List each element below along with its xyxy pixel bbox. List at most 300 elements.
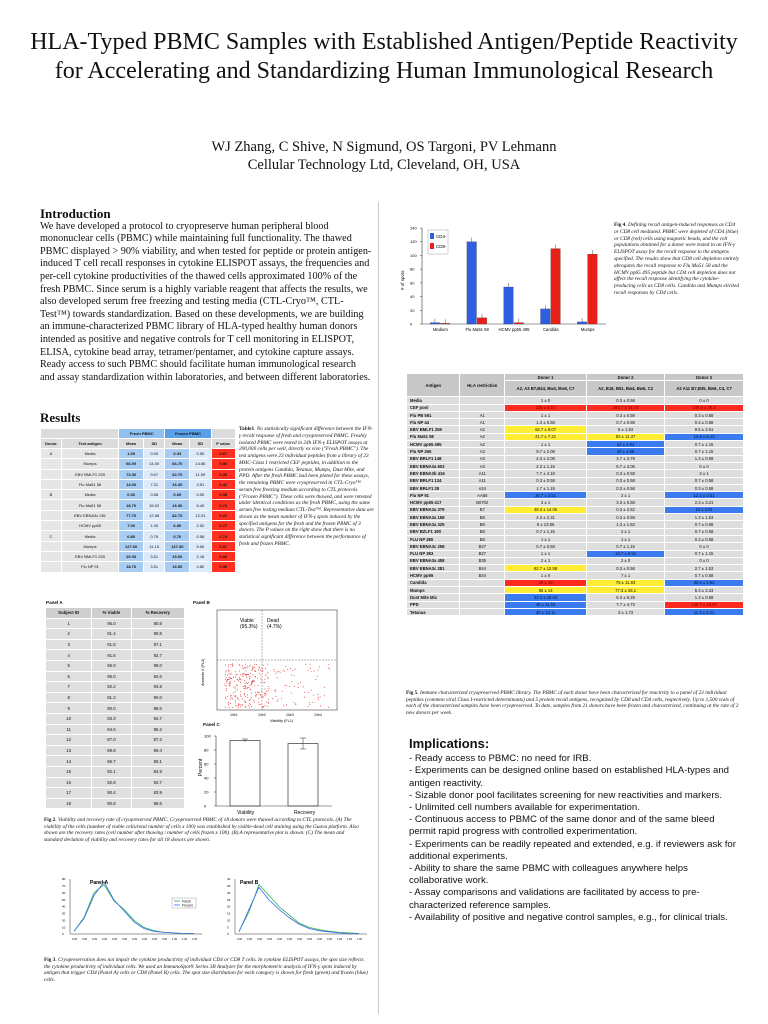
t1-header: Mean [165,439,190,449]
t5-cell: Media [407,397,460,404]
t1-cell: 0.77 [211,521,235,531]
flow-event [291,693,292,694]
implication-item: - Availability of positive and negative control samples, e.g., for clinical trials. [409,911,728,923]
t5-cell: 0.7 ± 1.15 [587,543,665,550]
t5-cell: 3 ± 1 [665,470,744,477]
flow-event [254,664,255,665]
t5-cell: EBV EBNA3b 416 [407,470,460,477]
panel-a-cell: 87.2 [131,735,184,746]
flow-event [246,675,247,676]
t1-cell: 15.00 [165,551,190,561]
panel-a-cell: 98.0 [131,660,184,671]
t5-cell: 1.7 ± 1.15 [505,484,587,491]
fig3-xtick: 0.00 [102,938,108,941]
flow-event [249,703,250,704]
flow-event [309,702,310,703]
flow-event [237,679,238,680]
flow-event [235,702,236,703]
flow-event [260,704,261,705]
t5-cell: EBV EBNA3c 281 [407,565,460,572]
flow-event [268,690,269,691]
t5-cell: 2.7 ± 1.53 [665,565,744,572]
t1-cell: 0.56 [211,459,235,469]
flow-event [260,694,261,695]
table-row [46,756,185,767]
t1-cell: 0.06 [211,551,235,561]
t1-cell: 16.30 [165,500,190,510]
t1-cell: 0.21 [211,510,235,520]
flow-event [317,694,318,695]
table-row [46,629,185,640]
t5-cell: B8 [460,528,505,535]
flow-event [261,682,262,683]
flow-event [252,666,253,667]
t5-cell: A2 [460,441,505,448]
fig4-category: HCMV pp65 495 [498,327,530,332]
fig3-ytick: 5 [227,925,229,930]
t5-cell: B35 [460,557,505,564]
flow-event [324,687,325,688]
flow-tick-1: 10e1 [230,713,238,717]
panel-c-tick-label: 40 [204,775,209,781]
flow-event [257,692,258,693]
flow-event [234,696,235,697]
flow-event [267,677,268,678]
table-row [407,462,744,469]
affiliation: Cellular Technology Ltd, Cleveland, OH, USA [247,157,521,173]
t5-cell: EBV BZLF1 190 [407,528,460,535]
panel-a-cell: 12 [46,735,92,746]
t5-cell: 9 ± 13.86 [505,521,587,528]
flow-event [250,704,251,705]
fig3-xtick: 1.00 [182,938,188,941]
t1-cell: 4.80 [190,562,211,572]
t1-cell: 20.30 [119,551,144,561]
panel-a-cell: 10 [46,713,92,724]
flow-event [318,669,319,670]
table-row [46,618,185,629]
t1-cell: 127.30 [165,541,190,551]
panel-a-cell: 91.4 [92,629,131,640]
panel-a-cell: 90.0 [131,692,184,703]
t5-cell: 0.7 ± 1.15 [665,550,744,557]
t5-cell: B7 [460,506,505,513]
implication-item: - Sizable donor pool facilitates screening for new reactivities and markers. [409,789,723,801]
t1-cell: 18.70 [119,562,144,572]
flow-event [308,706,309,707]
implication-item: - Unlimited cell numbers available for experimentation. [409,802,640,814]
table-row [46,798,185,809]
t5-cell: 0.3 ± 0.58 [587,565,665,572]
table-row [41,500,236,510]
panel-a-cell: 91.5 [92,639,131,650]
flow-event [233,677,234,678]
flow-event [308,692,309,693]
cat-recovery: Recovery [294,810,316,816]
flow-event [240,695,241,696]
t5-cell: B8 [460,514,505,521]
t1-cell: 6.40 [190,500,211,510]
flow-event [248,674,249,675]
flow-event [261,691,262,692]
flow-event [240,704,241,705]
fig4-category: Mumps [580,327,595,332]
flow-event [244,693,245,694]
flow-event [328,664,329,665]
t5-cell: Flu NP 265 [407,448,460,455]
flow-event [227,675,228,676]
flow-event [236,674,237,675]
panel-a-cell: 7 [46,682,92,693]
t5-cell: 1 ± 1 [587,535,665,542]
flow-event [255,695,256,696]
t1-cell [41,562,62,572]
panel-a-cell: 80.8 [131,618,184,629]
t5-cell: Flu NP 44 [407,419,460,426]
t5-cell: A2 [460,426,505,433]
fig4-ytick: 80 [410,266,415,272]
fig3-xtick: 0.00 [142,938,148,941]
table-row [407,477,744,484]
flow-event [268,699,269,700]
flow-event [249,700,250,701]
flow-event [245,670,246,671]
flow-event [255,677,256,678]
t1-cell: Mumps [61,541,118,551]
dead-label: Dead [267,618,279,624]
flow-event [236,684,237,685]
flow-event [249,678,250,679]
flow-event [231,664,232,665]
table-row [407,535,744,542]
flow-xlabel: Viability (FL1) [270,719,294,723]
author-block [30,138,738,174]
fig3-ytick: 10 [62,925,66,930]
flow-event [272,698,273,699]
flow-event [287,669,288,670]
flow-event [263,706,264,707]
t5-cell: FLU NP 383 [407,550,460,557]
table-row [407,404,744,411]
t5-cell: B0702 [460,499,505,506]
flow-tick-2: 10e2 [258,713,266,717]
t1-cell: 0.00 [165,490,190,500]
panel-a-cell: 86.7 [92,756,131,767]
viable-label: Viable [240,618,254,624]
flow-event [225,685,226,686]
panel-a-cell: 87.0 [92,735,131,746]
t1-cell: 82.70 [165,510,190,520]
t1-cell: 7.00 [119,521,144,531]
table1-caption-label: Table1 [239,426,255,432]
t5-header-donor: Donor 1 [505,374,587,381]
flow-event [285,666,286,667]
t5-cell: HCMV pp65 417 [407,499,460,506]
flow-event [260,675,261,676]
t1-cell: 0.30 [119,490,144,500]
fig4-ytick: 60 [410,280,415,286]
flow-event [225,707,226,708]
fig4-caption [614,222,740,297]
t5-cell: 0.3 ± 0.58 [587,470,665,477]
table-row [407,448,744,455]
t5-cell: A11 [460,470,505,477]
flow-event [312,702,313,703]
fig2-caption-text: . Viability and recovery rate of cryopreserved PBMC. Cryopreserved PBMC of 18 donors were thawed according to CTL protocols. (A) The viability of the cells (number of viable cells/total number of cells x 100) was established by visible-dead cell staining using the Guava platform. Also shown are the recovery rates (cell number after thawing / number of cells frozen x 100). (B) A representative plot is shown. (C) The mean and standard deviation of viability and recovery rates for all 18 donors are shown. [44,817,359,843]
t5-cell: 6 ± 1.53 [587,426,665,433]
flow-event [275,692,276,693]
fig3-ytick: 15 [227,911,231,916]
flow-event [239,679,240,680]
fig4-category: Flu Ma51 58 [465,327,489,332]
flow-ylabel: Annexin V (FL2) [201,658,205,686]
flow-event [234,681,235,682]
flow-event [258,702,259,703]
panel-a-cell: 83.9 [131,788,184,799]
panel-a-cell: 96.2 [131,724,184,735]
fig3-ytick: 60 [62,890,66,895]
t5-cell: CEF pool [407,404,460,411]
flow-event [261,697,262,698]
fig4-bar-CD8- [588,254,598,324]
t5-cell: 1 ± 1 [505,535,587,542]
flow-event [251,684,252,685]
flow-event [249,666,250,667]
t1-cell: 3.51 [144,562,165,572]
flow-event [244,685,245,686]
t5-cell: 0.3 ± 0.58 [587,477,665,484]
flow-event [235,687,236,688]
fig4-bar-CD4- [541,309,551,324]
flow-event [230,678,231,679]
t1-cell: EBV BMLF1 259 [61,551,118,561]
t1-cell: 0.00 [190,490,211,500]
flow-event [235,705,236,706]
t5-cell: 0.7 ± 0.58 [665,477,744,484]
t1-cell [41,500,62,510]
flow-event [238,705,239,706]
t5-cell: 45 ± 11.53 [505,601,587,608]
bar-viability [230,741,260,806]
table-row [407,572,744,579]
flow-plot [192,606,342,724]
table-row [46,660,185,671]
t5-cell: FLU NP 380 [407,535,460,542]
t5-header-donor: Donor 3 [665,374,744,381]
flow-event [243,673,244,674]
flow-event [265,689,266,690]
flow-event [263,697,264,698]
flow-event [235,671,236,672]
implications-heading: Implications: [409,736,490,751]
t5-cell: 18.7 ± 6.51 [587,550,665,557]
table-row [407,455,744,462]
panel-a-header: % Viable [92,608,131,619]
panel-a-cell: 89.4 [131,745,184,756]
flow-event [237,697,238,698]
flow-event [239,671,240,672]
fig3-ytick: 0 [227,932,229,937]
flow-event [259,667,260,668]
flow-event [252,669,253,670]
t5-cell: EBV BMLF1 259 [407,426,460,433]
flow-event [250,699,251,700]
table-row [41,459,236,469]
flow-event [268,703,269,704]
flow-event [311,690,312,691]
fig4-legend-label: CD8- [436,244,447,249]
flow-event [238,681,239,682]
flow-event [303,686,304,687]
t1-cell: 18.70 [119,500,144,510]
table-row [407,441,744,448]
flow-event [324,695,325,696]
panel-a-cell: 3 [46,639,92,650]
t5-cell: A11 [460,477,505,484]
implication-item: - Experiments can be designed online based on established HLA-types and antigen reactivity. [409,765,729,789]
table-row [407,579,744,586]
fig3-xtick: 0.00 [297,938,303,941]
flow-event [266,691,267,692]
t5-cell: 1 ± 0 [505,397,587,404]
t1-cell [41,459,62,469]
panel-a-cell: 80.8 [131,629,184,640]
flow-event [226,685,227,686]
fig3-xtick: 1.00 [357,938,363,941]
t5-cell: EBV BRLF1 148 [407,455,460,462]
t5-cell [460,608,505,615]
flow-event [232,707,233,708]
flow-event [274,690,275,691]
fig5-caption-text: . Immune characterized cryopreserved PBMC library. The PBMC of each donor have been characterized for reactivity to a panel of 23 individual peptides (common viral Class I-restricted determinants) and 5 protein recall antigens, recognized by CD8 and CD4 cells, respectively. Up to 1,500 vials of each of the characterized samples have been cryopreserved. To date, samples from 21 donors have been frozen and characterized, continuing at the rate of 2 new donors per week. [406,690,739,716]
flow-event [247,666,248,667]
panel-a-cell: 18 [46,798,92,809]
t5-cell: 0 ± 0 [665,543,744,550]
flow-event [232,664,233,665]
t5-cell [460,594,505,601]
t5-cell: B44 [460,572,505,579]
fig3-ytick: 30 [227,890,231,895]
flow-event [246,677,247,678]
t5-cell: 384.7 ± 16.73 [587,404,665,411]
t5-cell: B8 [460,535,505,542]
flow-event [247,694,248,695]
t5-cell: 0.3 ± 0.58 [587,411,665,418]
t1-cell: C [41,531,62,541]
fig3-xtick: 0.00 [92,938,98,941]
t5-cell: 78 ± 11.93 [587,579,665,586]
flow-event [244,680,245,681]
pbmc-library-table [406,373,744,616]
t5-cell: Flu PB 591 [407,411,460,418]
flow-event [250,690,251,691]
flow-event [313,695,314,696]
panel-a-cell: 11 [46,724,92,735]
t5-cell: 42 ± 2.94 [587,441,665,448]
t1-cell: Media [61,490,118,500]
panel-a-cell: 92.7 [131,777,184,788]
flow-event [250,685,251,686]
t1-cell: 12.01 [190,510,211,520]
flow-event [277,677,278,678]
t1-header: Donor [41,439,62,449]
flow-event [289,686,290,687]
t5-subheader: A2, B18, B51, Bw4, Bw6, C2 [587,381,665,397]
t5-cell: A3 [460,462,505,469]
t5-cell: 30 ± 13.11 [505,608,587,615]
t5-cell: Mumps [407,587,460,594]
t5-cell: 248.3 ± 36.5 [665,404,744,411]
t1-cell: Media [61,531,118,541]
table-row [407,492,744,499]
flow-event [253,681,254,682]
fig3-xtick: 0.00 [317,938,323,941]
fig3-ytick: 80 [62,877,66,882]
t5-cell: Tetanus [407,608,460,615]
table-row [407,528,744,535]
flow-event [244,667,245,668]
flow-event [228,673,229,674]
panel-a-cell: 92.8 [92,777,131,788]
t5-cell: 0 ± 0 [665,462,744,469]
flow-event [245,683,246,684]
table1 [40,428,236,573]
fig3-ytick: 70 [62,884,66,889]
t1-cell: EBV BMLF1 259 [61,469,118,479]
table1-caption-text: . No statistically significant difference between the IFN-γ recall response of fresh and cryopreserved PBMC. Freshly isolated PBMC were tested in 24h IFN-γ ELISPOT assays at 200,000 cells per well, directly ex vivo ("Fresh PBMC"). The test antigens were 23 individual peptides from a library of 23 MHC-Class I restricted CEF peptides, in addition to the protein antigens Candida, Tetanus, Mumps, Dust Mite, and PPD. After the fresh PBMC had been plated for these assays, the remaining PBMC were cryopreserved in CTL-Cryo™ serum free freezing medium according to CTL protocols ("Frozen PBMC"). These cells were thawed, and were retested under identical conditions as the fresh PBMC, using the same serum free testing medium CTL-Test™. Representative data are shown as the mean number of IFN-γ spots induced by the specified antigens for the fresh and the frozen PBMC of 3 donors. The P values on the right show that there is no statistical significant difference between the performance of fresh and frozen PBMC. [239,426,374,547]
t1-cell: 62.70 [165,469,190,479]
t1-cell: 0.74 [211,531,235,541]
flow-event [228,702,229,703]
t5-cell: 8.7 ± 3.06 [587,462,665,469]
flow-event [231,673,232,674]
flow-event [267,664,268,665]
t5-cell: 10 ± 3.61 [665,506,744,513]
fig3-xtick: 1.00 [192,938,198,941]
t1-cell: 0.58 [144,490,165,500]
flow-event [225,697,226,698]
t1-cell: 15.02 [144,500,165,510]
flow-event [247,688,248,689]
t5-cell: AA68 [460,492,505,499]
flow-event [244,694,245,695]
fig4-legend-swatch [430,243,434,249]
table-row [41,521,236,531]
table-row [407,484,744,491]
flow-event [225,665,226,666]
flow-event [251,693,252,694]
t5-cell: 1 ± 1 [505,441,587,448]
flow-event [249,707,250,708]
table-row [46,692,185,703]
t1-cell: 12.58 [144,510,165,520]
flow-event [256,664,257,665]
flow-event [264,682,265,683]
t5-cell: 9.5 ± 3.51 [665,426,744,433]
table-row [407,499,744,506]
t1-cell: Flu Ma51 58 [61,479,118,489]
t5-cell: 0.3 ± 0.58 [587,397,665,404]
flow-event [233,692,234,693]
fig3-xtick: 0.00 [122,938,128,941]
t1-cell: 0.67 [211,541,235,551]
flow-event [254,702,255,703]
flow-event [277,671,278,672]
t1-cell [41,479,62,489]
t5-cell: A3 [460,455,505,462]
t5-cell [460,587,505,594]
implications-section [409,738,739,924]
